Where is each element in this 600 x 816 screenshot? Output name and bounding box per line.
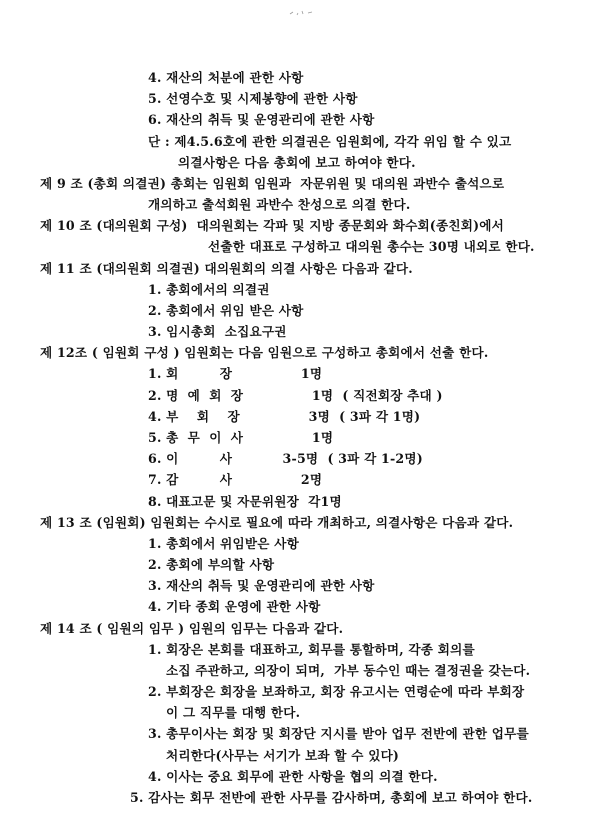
article-13-item-3: 3. 재산의 취득 및 운영관리에 관한 사항 [148,578,375,593]
article-11-item-3: 3. 임시총회 소집요구권 [148,324,287,339]
duty-3-line-2: 처리한다(사무는 서기가 보좌 할 수 있다) [166,748,400,763]
duty-1-line-1: 1. 회장은 본회를 대표하고, 회무를 통할하며, 각종 회의를 [148,642,475,657]
scan-mark [288,8,316,18]
officer-honorary-president: 2. 명 예 회 장 1명 ( 직전회장 추대 ) [148,388,443,403]
item-6-property-management: 6. 재산의 취득 및 운영관리에 관한 사항 [148,112,375,127]
duty-3-line-1: 3. 총무이사는 회장 및 회장단 지시를 받아 업무 전반에 관한 업무를 [148,726,529,741]
officer-auditors: 7. 감 사 2명 [148,472,323,487]
article-13-item-4: 4. 기타 종회 운영에 관한 사항 [148,599,321,614]
article-13-item-1: 1. 총회에서 위임받은 사항 [148,536,299,551]
article-12-heading: 제 12조 ( 임원회 구성 ) 임원회는 다음 임원으로 구성하고 총회에서 선출 한다. [40,345,489,360]
officer-president: 1. 회 장 1명 [148,366,323,381]
article-9-heading: 제 9 조 (총회 의결권) 총회는 임원회 임원과 자문위원 및 대의원 과반수 출석으로 [40,176,505,191]
article-13-item-2: 2. 총회에 부의할 사항 [148,557,275,572]
duty-5: 5. 감사는 회무 전반에 관한 사무를 감사하며, 총회에 보고 하여야 한다. [130,790,533,805]
item-5-ancestral-rites: 5. 선영수호 및 시제봉향에 관한 사항 [148,91,358,106]
item-4-disposal-of-property: 4. 재산의 처분에 관한 사항 [148,70,304,85]
article-11-item-1: 1. 총회에서의 의결권 [148,282,270,297]
officer-advisors: 8. 대표고문 및 자문위원장 각1명 [148,494,342,509]
duty-2-line-2: 이 그 직무를 대행 한다. [166,705,301,720]
article-9-continued: 개의하고 출석회원 과반수 찬성으로 의결 한다. [148,197,411,212]
article-11-heading: 제 11 조 (대의원회 의결권) 대의원회의 의결 사항은 다음과 같다. [40,261,413,276]
proviso-line-1: 단 : 제4.5.6호에 관한 의결권은 임원회에, 각각 위임 할 수 있고 [148,134,512,149]
proviso-line-2: 의결사항은 다음 총회에 보고 하여야 한다. [178,155,416,170]
article-13-heading: 제 13 조 (임원회) 임원회는 수시로 필요에 따라 개최하고, 의결사항은 다음과 같다. [40,515,514,530]
officer-directors: 6. 이 사 3-5명 ( 3파 각 1-2명) [148,451,423,466]
duty-2-line-1: 2. 부회장은 회장을 보좌하고, 회장 유고시는 연령순에 따라 부회장 [148,684,525,699]
article-10-heading: 제 10 조 (대의원회 구성) 대의원회는 각파 및 지방 종문회와 화수회(종친회)에서 [40,218,504,233]
article-10-continued: 선출한 대표로 구성하고 대의원 총수는 30명 내외로 한다. [208,239,535,254]
duty-4: 4. 이사는 중요 회무에 관한 사항을 협의 의결 한다. [148,769,438,784]
duty-1-line-2: 소집 주관하고, 의장이 되며, 가부 동수인 때는 결정권을 갖는다. [166,663,531,678]
article-11-item-2: 2. 총회에서 위임 받은 사항 [148,303,304,318]
officer-general-secretary: 5. 총 무 이 사 1명 [148,430,334,445]
officer-vice-president: 4. 부 회 장 3명 ( 3파 각 1명) [148,409,421,424]
article-14-heading: 제 14 조 ( 임원의 임무 ) 임원의 임무는 다음과 같다. [40,621,344,636]
